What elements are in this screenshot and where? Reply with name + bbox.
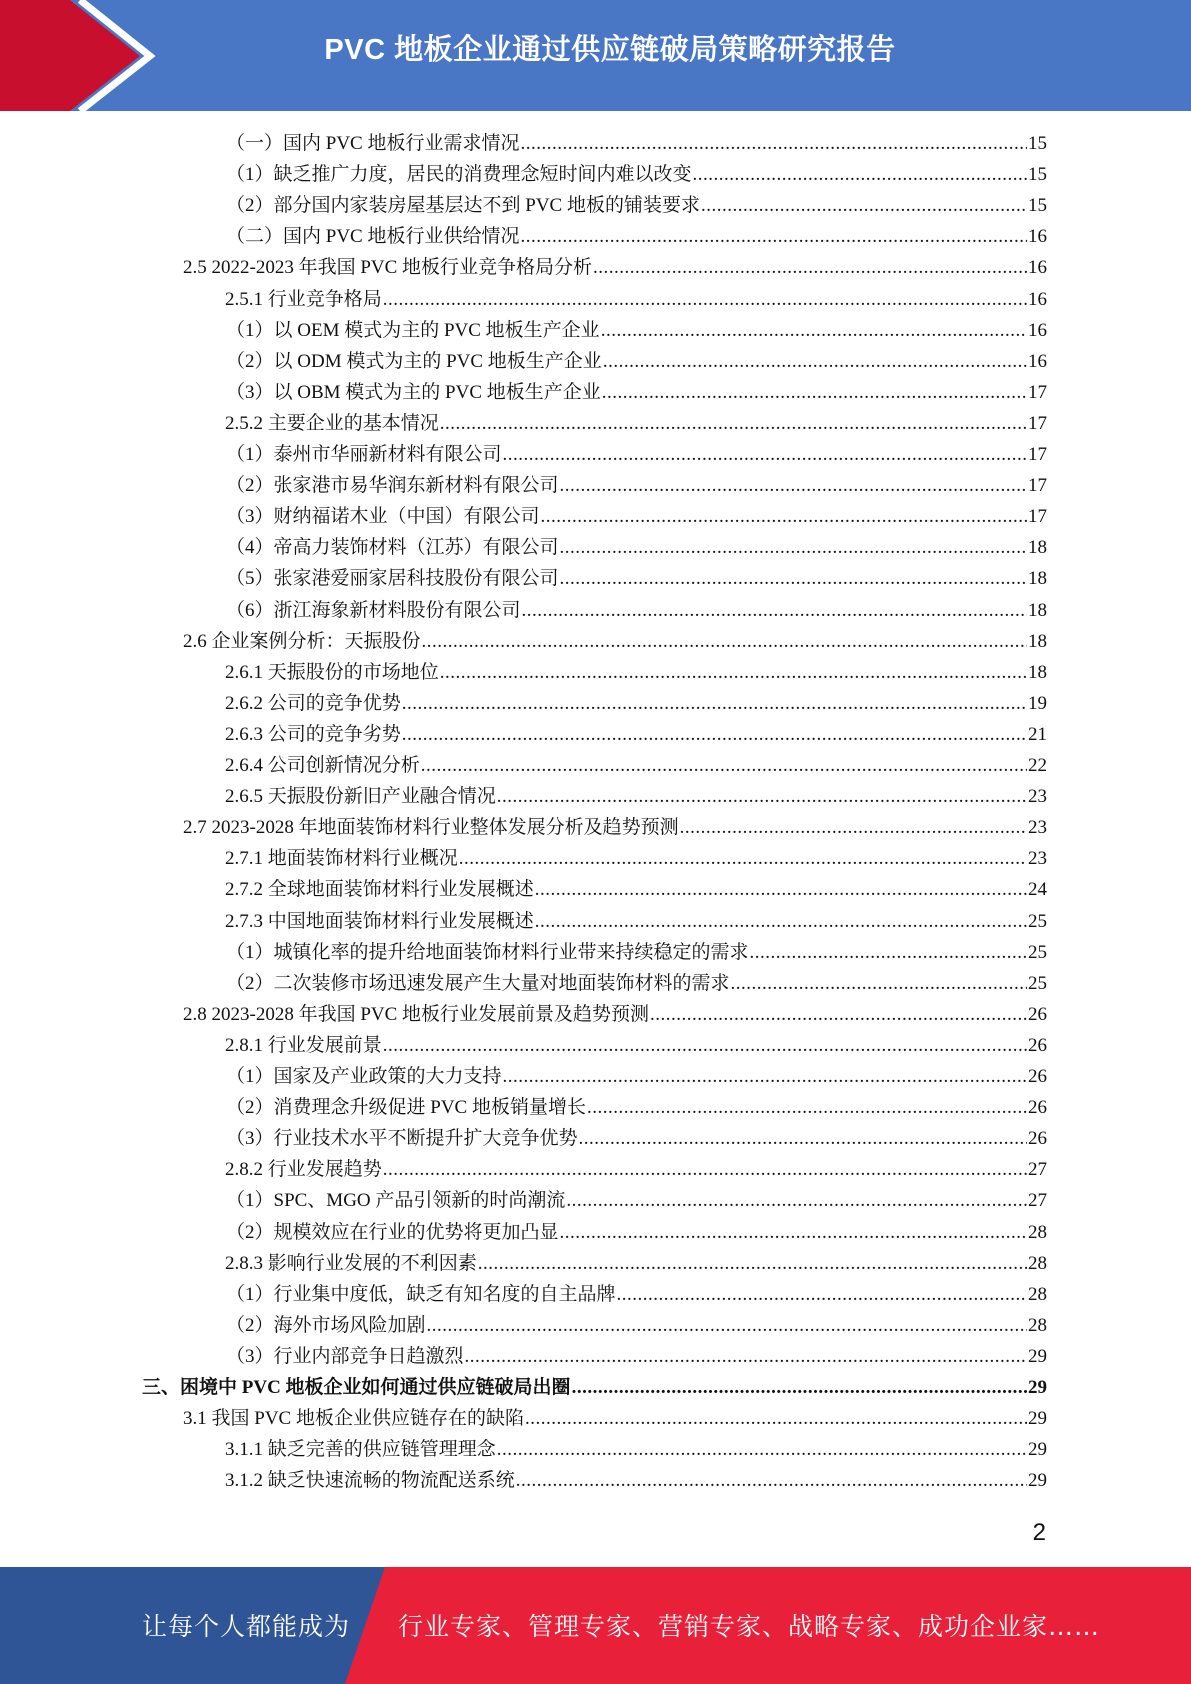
- toc-entry-page: 15: [1028, 195, 1047, 217]
- toc-entry-title: 2.5 2022-2023 年我国 PVC 地板行业竞争格局分析: [183, 257, 593, 279]
- toc-dot-leader: [383, 284, 1027, 315]
- toc-entry[interactable]: [226, 968, 1047, 999]
- toc-entry-title: （1）城镇化率的提升给地面装饰材料行业带来持续稳定的需求: [226, 941, 749, 963]
- toc-entry-page: 29: [1028, 1377, 1047, 1398]
- toc-dot-leader: [520, 128, 1027, 159]
- toc-entry[interactable]: [225, 1248, 1047, 1279]
- toc-entry-title: 2.6.2 公司的竞争优势: [225, 692, 401, 714]
- toc-entry-title: （2）以 ODM 模式为主的 PVC 地板生产企业: [226, 350, 602, 372]
- toc-dot-leader: [566, 1185, 1027, 1216]
- toc-entry-title: 2.7.2 全球地面装饰材料行业发展概述: [225, 879, 534, 901]
- toc-chapter-entry[interactable]: [142, 1372, 1047, 1403]
- toc-dot-leader: [693, 159, 1027, 190]
- toc-dot-leader: [593, 252, 1027, 283]
- toc-entry[interactable]: [183, 252, 1047, 283]
- toc-entry-page: 28: [1028, 1221, 1047, 1243]
- toc-dot-leader: [478, 1248, 1027, 1279]
- toc-entry[interactable]: [226, 439, 1047, 470]
- toc-entry-title: （二）国内 PVC 地板行业供给情况: [226, 226, 520, 248]
- toc-dot-leader: [503, 1061, 1027, 1092]
- toc-entry[interactable]: [226, 128, 1047, 159]
- toc-entry[interactable]: [225, 1465, 1047, 1496]
- toc-entry-title: （1）SPC、MGO 产品引领新的时尚潮流: [226, 1190, 566, 1212]
- toc-dot-leader: [535, 874, 1027, 905]
- toc-entry[interactable]: [226, 377, 1047, 408]
- toc-entry-page: 25: [1028, 941, 1047, 963]
- toc-entry-title: 2.8.3 影响行业发展的不利因素: [225, 1252, 477, 1274]
- toc-entry[interactable]: [225, 1434, 1047, 1465]
- toc-entry-page: 23: [1028, 817, 1047, 839]
- toc-entry[interactable]: [226, 190, 1047, 221]
- toc-entry-title: 2.7.1 地面装饰材料行业概况: [225, 848, 458, 870]
- toc-dot-leader: [402, 719, 1027, 750]
- toc-entry[interactable]: [226, 1185, 1047, 1216]
- toc-entry[interactable]: [225, 906, 1047, 937]
- toc-entry-page: 28: [1028, 1314, 1047, 1336]
- toc-dot-leader: [560, 532, 1027, 563]
- toc-dot-leader: [440, 408, 1027, 439]
- toc-entry-page: 29: [1028, 1470, 1047, 1492]
- toc-entry-title: 2.6.1 天振股份的市场地位: [225, 661, 439, 683]
- toc-entry-title: 2.7 2023-2028 年地面装饰材料行业整体发展分析及趋势预测: [183, 817, 679, 839]
- toc-entry[interactable]: [183, 999, 1047, 1030]
- toc-entry-title: （1）以 OEM 模式为主的 PVC 地板生产企业: [226, 319, 600, 341]
- toc-dot-leader: [650, 999, 1027, 1030]
- toc-dot-leader: [516, 1465, 1027, 1496]
- toc-dot-leader: [421, 750, 1027, 781]
- toc-entry-title: 2.8.2 行业发展趋势: [225, 1159, 382, 1181]
- toc-entry[interactable]: [225, 781, 1047, 812]
- toc-entry[interactable]: [183, 1403, 1047, 1434]
- toc-entry-title: 3.1.2 缺乏快速流畅的物流配送系统: [225, 1470, 515, 1492]
- toc-entry-title: 2.8 2023-2028 年我国 PVC 地板行业发展前景及趋势预测: [183, 1003, 650, 1025]
- toc-dot-leader: [535, 906, 1027, 937]
- toc-dot-leader: [465, 1341, 1027, 1372]
- toc-dot-leader: [422, 626, 1027, 657]
- toc-entry[interactable]: [226, 1123, 1047, 1154]
- report-title: PVC 地板企业通过供应链破局策略研究报告: [324, 34, 896, 66]
- toc-entry[interactable]: [226, 1341, 1047, 1372]
- toc-dot-leader: [459, 843, 1027, 874]
- toc-entry-title: 2.6.3 公司的竞争劣势: [225, 723, 401, 745]
- toc-entry-title: 3.1 我国 PVC 地板企业供应链存在的缺陷: [183, 1408, 524, 1430]
- toc-entry[interactable]: [225, 1154, 1047, 1185]
- toc-entry-page: 16: [1028, 350, 1047, 372]
- toc-dot-leader: [560, 1217, 1027, 1248]
- toc-entry-title: 2.7.3 中国地面装饰材料行业发展概述: [225, 910, 534, 932]
- toc-entry[interactable]: [225, 408, 1047, 439]
- toc-entry-page: 28: [1028, 1252, 1047, 1274]
- toc-entry-page: 15: [1028, 133, 1047, 154]
- toc-entry-page: 18: [1028, 537, 1047, 559]
- toc-entry[interactable]: [183, 626, 1047, 657]
- toc-entry-page: 25: [1028, 910, 1047, 932]
- toc-entry[interactable]: [225, 719, 1047, 750]
- toc-entry-title: （3）以 OBM 模式为主的 PVC 地板生产企业: [226, 381, 601, 403]
- toc-entry[interactable]: [225, 1030, 1047, 1061]
- toc-dot-leader: [601, 315, 1027, 346]
- toc-entry-page: 23: [1028, 848, 1047, 870]
- toc-entry-page: 16: [1028, 257, 1047, 279]
- toc-entry[interactable]: [226, 221, 1047, 252]
- toc-entry-page: 17: [1028, 444, 1047, 465]
- toc-dot-leader: [503, 439, 1027, 470]
- toc-entry[interactable]: [226, 532, 1047, 563]
- toc-entry-title: （2）消费理念升级促进 PVC 地板销量增长: [226, 1097, 586, 1119]
- toc-entry-page: 17: [1028, 381, 1047, 403]
- toc-entry-title: 2.6 企业案例分析：天振股份: [183, 630, 421, 652]
- footer-slogan-left: 让每个人都能成为: [142, 1612, 351, 1641]
- toc-entry[interactable]: [226, 595, 1047, 626]
- toc-dot-leader: [497, 1434, 1027, 1465]
- toc-entry[interactable]: [226, 1092, 1047, 1123]
- toc-entry-page: 18: [1028, 661, 1047, 683]
- toc-dot-leader: [383, 1030, 1027, 1061]
- toc-entry-title: （3）行业技术水平不断提升扩大竞争优势: [226, 1128, 578, 1150]
- toc-entry-title: 2.8.1 行业发展前景: [225, 1034, 382, 1056]
- toc-entry[interactable]: [226, 1279, 1047, 1310]
- toc-entry[interactable]: [226, 1310, 1047, 1341]
- toc-entry-page: 15: [1028, 164, 1047, 186]
- toc-entry-title: 2.5.1 行业竞争格局: [225, 288, 382, 310]
- toc-dot-leader: [541, 501, 1027, 532]
- toc-entry-page: 16: [1028, 319, 1047, 341]
- toc-entry-page: 18: [1028, 630, 1047, 652]
- toc-entry-title: （1）行业集中度低，缺乏有知名度的自主品牌: [226, 1283, 616, 1305]
- toc-entry-title: （2）二次装修市场迅速发展产生大量对地面装饰材料的需求: [226, 972, 730, 994]
- toc-entry-page: 27: [1028, 1159, 1047, 1181]
- toc-entry-title: 3.1.1 缺乏完善的供应链管理理念: [225, 1439, 496, 1461]
- toc-dot-leader: [602, 377, 1027, 408]
- toc-dot-leader: [587, 1092, 1027, 1123]
- toc-entry-title: （2）部分国内家装房屋基层达不到 PVC 地板的铺装要求: [226, 195, 700, 217]
- toc-entry-title: （2）规模效应在行业的优势将更加凸显: [226, 1221, 559, 1243]
- toc-entry-page: 18: [1028, 568, 1047, 590]
- toc-entry-page: 28: [1028, 1283, 1047, 1305]
- toc-entry-page: 25: [1028, 972, 1047, 994]
- toc-entry-title: （3）财纳福诺木业（中国）有限公司: [226, 506, 540, 528]
- page-footer: [0, 1567, 1191, 1684]
- toc-entry-title: （4）帝高力装饰材料（江苏）有限公司: [226, 537, 559, 559]
- page-header: [0, 0, 1191, 111]
- toc-dot-leader: [383, 1154, 1027, 1185]
- toc-dot-leader: [617, 1279, 1027, 1310]
- toc-entry-page: 16: [1028, 288, 1047, 310]
- toc-entry-page: 18: [1028, 599, 1047, 621]
- toc-entry-page: 17: [1028, 412, 1047, 434]
- toc-entry-title: （2）海外市场风险加剧: [226, 1314, 426, 1336]
- toc-dot-leader: [750, 937, 1027, 968]
- toc-entry[interactable]: [226, 470, 1047, 501]
- toc-entry-page: 26: [1028, 1034, 1047, 1056]
- toc-entry[interactable]: [226, 159, 1047, 190]
- toc-entry[interactable]: [225, 874, 1047, 905]
- toc-entry-page: 22: [1028, 755, 1047, 776]
- toc-entry-page: 26: [1028, 1066, 1047, 1087]
- toc-entry-title: （一）国内 PVC 地板行业需求情况: [226, 133, 520, 154]
- toc-entry[interactable]: [226, 563, 1047, 594]
- toc-entry[interactable]: [226, 346, 1047, 377]
- toc-entry[interactable]: [226, 937, 1047, 968]
- toc-dot-leader: [572, 1372, 1027, 1403]
- toc-entry[interactable]: [225, 657, 1047, 688]
- toc-entry-title: 2.6.5 天振股份新旧产业融合情况: [225, 786, 496, 808]
- toc-entry[interactable]: [226, 315, 1047, 346]
- toc-entry-title: 三、困境中 PVC 地板企业如何通过供应链破局出圈: [142, 1377, 571, 1398]
- toc-entry-page: 21: [1028, 723, 1047, 745]
- toc-dot-leader: [701, 190, 1027, 221]
- toc-entry-title: 2.5.2 主要企业的基本情况: [225, 412, 439, 434]
- toc-entry[interactable]: [226, 501, 1047, 532]
- toc-entry-title: 2.6.4 公司创新情况分析: [225, 755, 420, 776]
- toc-entry[interactable]: [225, 843, 1047, 874]
- toc-entry-title: （3）行业内部竞争日趋激烈: [226, 1345, 464, 1367]
- toc-dot-leader: [520, 221, 1027, 252]
- toc-dot-leader: [402, 688, 1027, 719]
- toc-entry[interactable]: [225, 750, 1047, 781]
- toc-dot-leader: [680, 812, 1027, 843]
- toc-dot-leader: [560, 470, 1027, 501]
- toc-entry-page: 23: [1028, 786, 1047, 808]
- toc-entry-page: 16: [1028, 226, 1047, 248]
- toc-entry-page: 27: [1028, 1190, 1047, 1212]
- toc-entry-page: 17: [1028, 475, 1047, 497]
- toc-entry-page: 19: [1028, 692, 1047, 714]
- toc-entry-page: 17: [1028, 506, 1047, 528]
- toc-entry-page: 29: [1028, 1345, 1047, 1367]
- toc-entry[interactable]: [225, 688, 1047, 719]
- page-number: 2: [1032, 1519, 1046, 1546]
- toc-entry-title: （1）泰州市华丽新材料有限公司: [226, 444, 502, 465]
- toc-entry[interactable]: [226, 1217, 1047, 1248]
- toc-entry-page: 26: [1028, 1128, 1047, 1150]
- toc-dot-leader: [440, 657, 1027, 688]
- toc-entry[interactable]: [226, 1061, 1047, 1092]
- toc-entry-title: （5）张家港爱丽家居科技股份有限公司: [226, 568, 559, 590]
- toc-dot-leader: [525, 1403, 1027, 1434]
- toc-dot-leader: [560, 563, 1027, 594]
- toc-entry-page: 26: [1028, 1097, 1047, 1119]
- toc-entry[interactable]: [225, 284, 1047, 315]
- footer-slogan-right: 行业专家、管理专家、营销专家、战略专家、成功企业家……: [398, 1612, 1101, 1641]
- toc-dot-leader: [497, 781, 1027, 812]
- toc-entry[interactable]: [183, 812, 1047, 843]
- toc-dot-leader: [427, 1310, 1027, 1341]
- toc-entry-title: （1）缺乏推广力度，居民的消费理念短时间内难以改变: [226, 164, 692, 186]
- toc-entry-page: 29: [1028, 1439, 1047, 1461]
- toc-dot-leader: [579, 1123, 1027, 1154]
- toc-entry-page: 26: [1028, 1003, 1047, 1025]
- toc-dot-leader: [522, 595, 1027, 626]
- toc-entry-page: 24: [1028, 879, 1047, 901]
- toc-entry-page: 29: [1028, 1408, 1047, 1430]
- toc-dot-leader: [603, 346, 1027, 377]
- toc-dot-leader: [731, 968, 1027, 999]
- toc-entry-title: （6）浙江海象新材料股份有限公司: [226, 599, 521, 621]
- toc-entry-title: （1）国家及产业政策的大力支持: [226, 1066, 502, 1087]
- toc-entry-title: （2）张家港市易华润东新材料有限公司: [226, 475, 559, 497]
